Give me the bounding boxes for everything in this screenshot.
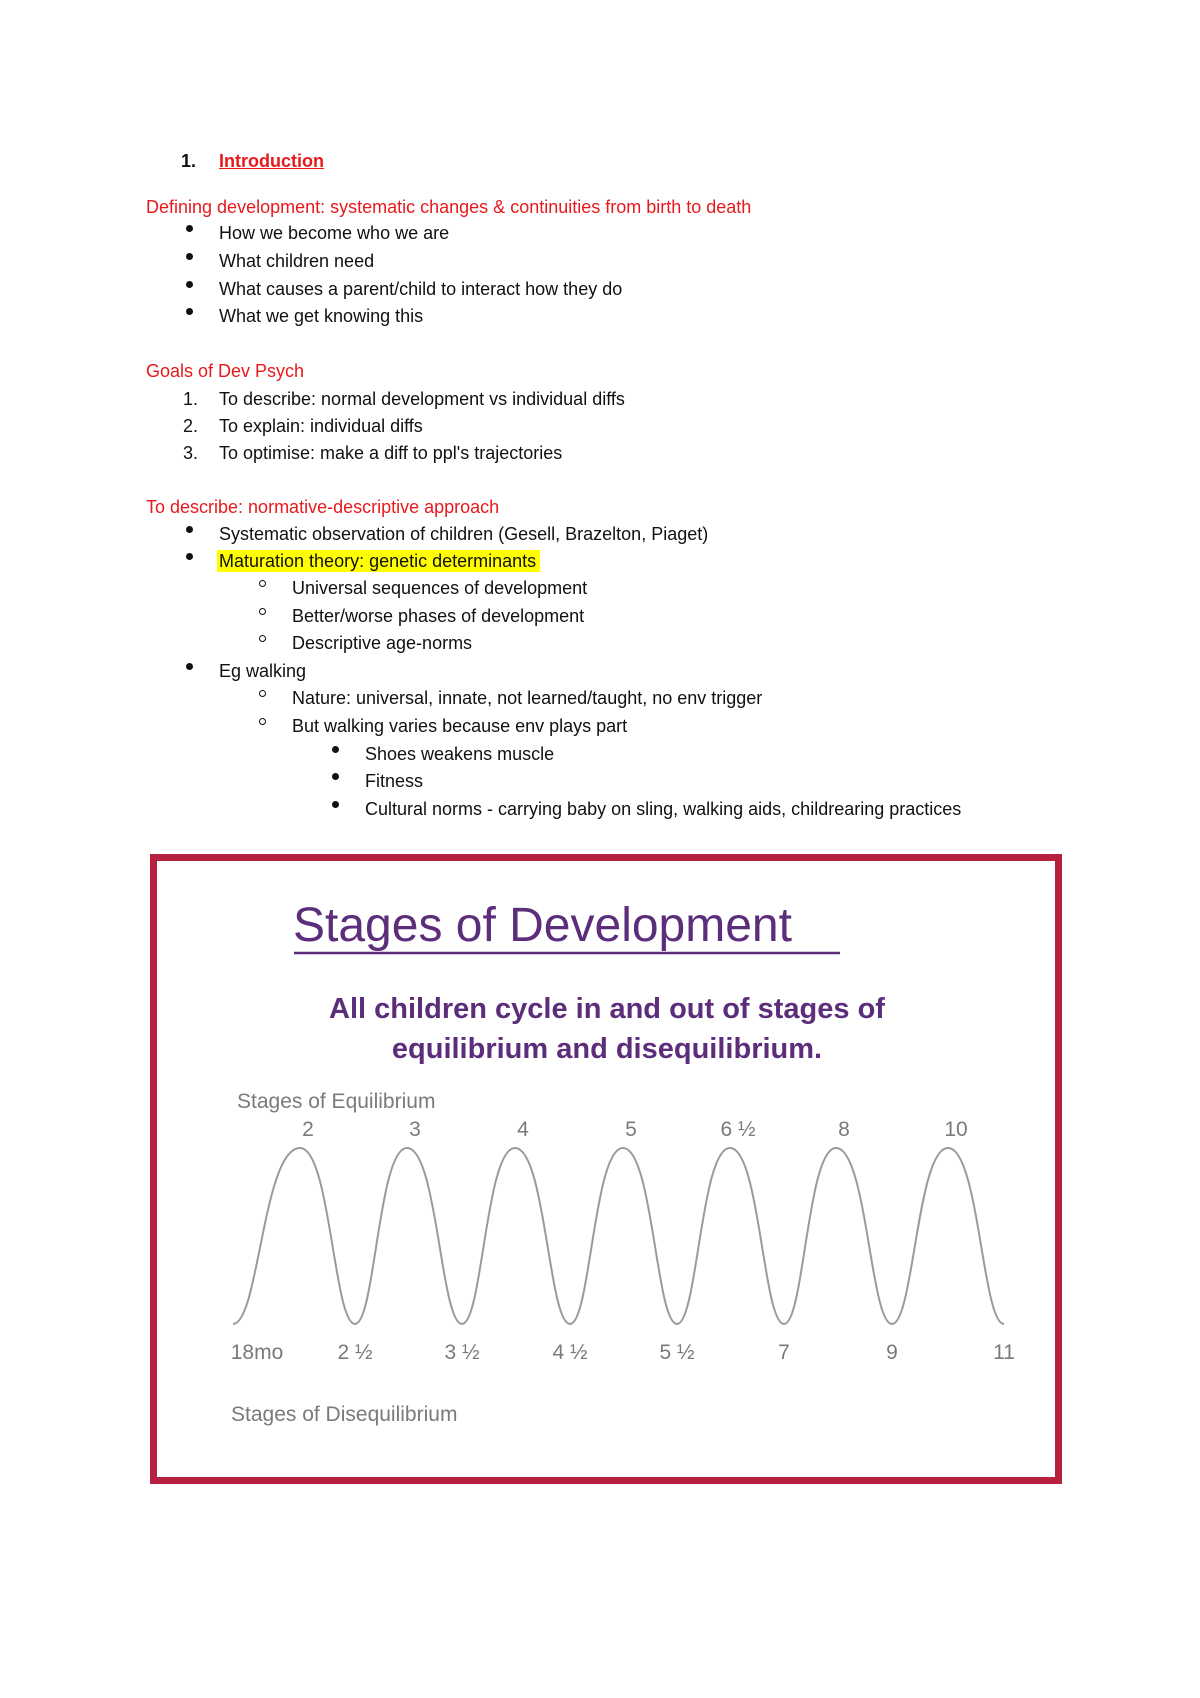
defining-heading: Defining development: systematic changes & continuities from birth to death bbox=[146, 197, 752, 217]
bullet-icon bbox=[186, 308, 193, 315]
circle-bullet-icon bbox=[259, 580, 266, 587]
sub-list-item: Descriptive age-norms bbox=[292, 633, 473, 653]
list-item: To explain: individual diffs bbox=[219, 416, 423, 436]
sub-list-item: Universal sequences of development bbox=[292, 578, 588, 598]
trough-age-label: 2 ½ bbox=[337, 1341, 373, 1364]
circle-bullet-icon bbox=[259, 718, 266, 725]
peak-age-label: 10 bbox=[944, 1118, 968, 1141]
peak-age-label: 4 bbox=[517, 1118, 529, 1141]
trough-age-label: 4 ½ bbox=[552, 1341, 588, 1364]
list-item: Systematic observation of children (Gesell, Brazelton, Piaget) bbox=[219, 524, 709, 544]
trough-age-label: 3 ½ bbox=[444, 1341, 480, 1364]
bullet-icon bbox=[186, 225, 193, 232]
goals-heading: Goals of Dev Psych bbox=[146, 361, 305, 381]
list-item: How we become who we are bbox=[219, 223, 450, 243]
sub-sub-list-item: Cultural norms - carrying baby on sling, walking aids, childrearing practices bbox=[365, 799, 962, 819]
bullet-icon bbox=[186, 526, 193, 533]
list-item: To optimise: make a diff to ppl's trajectories bbox=[219, 443, 563, 463]
peak-age-label: 2 bbox=[302, 1118, 314, 1141]
sub-sub-list-item: Fitness bbox=[365, 771, 424, 791]
chart-title: Stages of Development bbox=[293, 899, 792, 952]
sub-list-item: Better/worse phases of development bbox=[292, 606, 585, 626]
list-item: What causes a parent/child to interact how they do bbox=[219, 279, 623, 299]
bullet-icon bbox=[332, 746, 339, 753]
sub-list-item: But walking varies because env plays part bbox=[292, 716, 628, 736]
bullet-icon bbox=[186, 553, 193, 560]
trough-age-label: 7 bbox=[778, 1341, 790, 1364]
equilibrium-curve bbox=[233, 1148, 1004, 1324]
peak-age-label: 3 bbox=[409, 1118, 421, 1141]
list-item: To describe: normal development vs individual diffs bbox=[219, 389, 625, 409]
trough-age-label: 9 bbox=[886, 1341, 898, 1364]
list-item: Eg walking bbox=[219, 661, 307, 681]
circle-bullet-icon bbox=[259, 690, 266, 697]
bullet-icon bbox=[186, 663, 193, 670]
bullet-icon bbox=[186, 281, 193, 288]
bullet-icon bbox=[332, 773, 339, 780]
list-number: 1. bbox=[183, 389, 199, 409]
list-item: What we get knowing this bbox=[219, 306, 424, 326]
sub-sub-list-item: Shoes weakens muscle bbox=[365, 744, 555, 764]
chart-subtitle-line-2: equilibrium and disequilibrium. bbox=[391, 1033, 823, 1065]
list-item: What children need bbox=[219, 251, 375, 271]
trough-age-label: 18mo bbox=[230, 1341, 284, 1364]
disequilibrium-label: Stages of Disequilibrium bbox=[231, 1403, 458, 1426]
equilibrium-label: Stages of Equilibrium bbox=[237, 1090, 436, 1113]
stages-chart bbox=[157, 861, 1055, 1477]
chart-subtitle-line-1: All children cycle in and out of stages of bbox=[329, 993, 885, 1025]
section-number: 1. bbox=[181, 151, 197, 171]
trough-age-label: 5 ½ bbox=[659, 1341, 695, 1364]
list-number: 2. bbox=[183, 416, 199, 436]
list-number: 3. bbox=[183, 443, 199, 463]
circle-bullet-icon bbox=[259, 608, 266, 615]
sub-list-item: Nature: universal, innate, not learned/taught, no env trigger bbox=[292, 688, 763, 708]
highlighted-item: Maturation theory: genetic determinants bbox=[217, 550, 540, 572]
trough-age-label: 11 bbox=[993, 1341, 1015, 1364]
section-title: Introduction bbox=[219, 151, 324, 171]
describe-heading: To describe: normative-descriptive approach bbox=[146, 497, 500, 517]
peak-age-label: 6 ½ bbox=[720, 1118, 756, 1141]
circle-bullet-icon bbox=[259, 635, 266, 642]
peak-age-label: 8 bbox=[838, 1118, 850, 1141]
bullet-icon bbox=[332, 801, 339, 808]
peak-age-label: 5 bbox=[625, 1118, 637, 1141]
bullet-icon bbox=[186, 253, 193, 260]
stages-figure bbox=[150, 854, 1062, 1484]
